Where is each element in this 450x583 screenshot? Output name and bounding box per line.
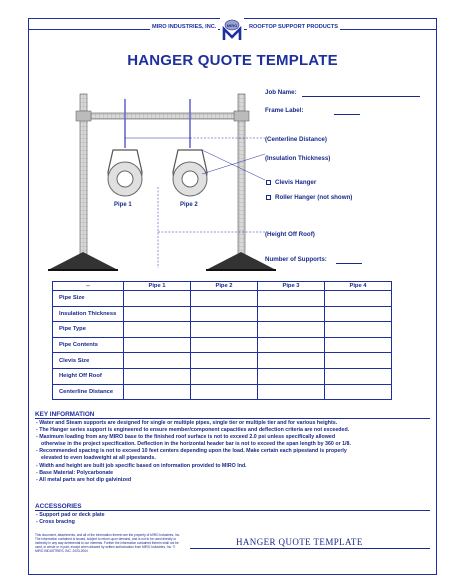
disclaimer: This document, attachments, and all of the information therein are the property of MIRO Industries, Inc. The information contained is issued, subject to return upon demand, and is not to be used directly or indirectly in any way detrimental to our interests. Further the information contained therein shall not be used, in whole or in part, except when allowed by written authorization from MIRO Industries, Inc. © MIRO INDUSTRIES, INC. 2003-2004 xyxy=(35,533,181,554)
column-header: Pipe 3 xyxy=(258,282,325,291)
table-cell[interactable] xyxy=(124,384,191,400)
clevis-hanger-label: Clevis Hanger xyxy=(275,179,317,186)
clevis-leader xyxy=(202,150,265,180)
row-label: Centerline Distance xyxy=(53,384,124,400)
table-cell[interactable] xyxy=(258,291,325,307)
table-cell[interactable] xyxy=(258,306,325,322)
table-cell[interactable] xyxy=(191,384,258,400)
row-label: Pipe Contents xyxy=(53,337,124,353)
miro-logo xyxy=(220,18,244,42)
table-cell[interactable] xyxy=(258,353,325,369)
list-item: - Cross bracing xyxy=(36,519,75,526)
footer-rule xyxy=(190,548,430,549)
table-cell[interactable] xyxy=(191,337,258,353)
table-cell[interactable] xyxy=(325,384,392,400)
table-cell[interactable] xyxy=(325,368,392,384)
table-cell[interactable] xyxy=(325,337,392,353)
table-cell[interactable] xyxy=(124,353,191,369)
pipe2-label: Pipe 2 xyxy=(180,202,198,208)
table-cell[interactable] xyxy=(258,337,325,353)
table-cell[interactable] xyxy=(191,353,258,369)
table-header-row xyxy=(53,282,392,291)
pipe2-assembly xyxy=(173,150,207,196)
list-item: - Water and Steam supports are designed for single or multiple pipes, single tier or multiple tier and for various heights. xyxy=(36,420,338,426)
list-item: - Base Material: Polycarbonate xyxy=(36,469,114,476)
list-item: - Width and height are built job specific based on information provided to MIRO Ind. xyxy=(36,462,247,469)
hanger-diagram xyxy=(40,82,360,282)
table-row xyxy=(53,384,392,400)
table-cell[interactable] xyxy=(258,322,325,338)
table-row xyxy=(53,368,392,384)
table-cell[interactable] xyxy=(124,337,191,353)
list-item: elevated to even loadweight at all pipestands. xyxy=(41,455,156,462)
table-cell[interactable] xyxy=(124,368,191,384)
key-info-list xyxy=(36,420,431,484)
table-row xyxy=(53,353,392,369)
table-cell[interactable] xyxy=(325,306,392,322)
table-cell[interactable] xyxy=(325,322,392,338)
table-row xyxy=(53,337,392,353)
column-header: Pipe 1 xyxy=(124,282,191,291)
table-cell[interactable] xyxy=(124,306,191,322)
centerline-distance-label: (Centerline Distance) xyxy=(265,136,327,143)
key-info-rule xyxy=(35,418,430,419)
table-cell[interactable] xyxy=(325,353,392,369)
key-info-heading: KEY INFORMATION xyxy=(35,411,95,418)
row-label: Clevis Size xyxy=(53,353,124,369)
number-of-supports-label: Number of Supports: xyxy=(265,256,327,263)
table-cell[interactable] xyxy=(191,291,258,307)
table-corner: -- xyxy=(53,282,124,291)
row-label: Pipe Size xyxy=(53,291,124,307)
frame-label-label: Frame Label: xyxy=(265,107,304,114)
list-item: - Maximum loading from any MIRO base to the finished roof surface is not to exceed 2.0 psi unless specifically allowed xyxy=(36,434,336,441)
table-cell[interactable] xyxy=(124,322,191,338)
table-row xyxy=(53,322,392,338)
list-item: - All metal parts are hot dip galvinized xyxy=(36,476,132,483)
right-clamp xyxy=(234,111,249,121)
pipe1-assembly xyxy=(108,150,142,196)
page-title: HANGER QUOTE TEMPLATE xyxy=(127,52,338,69)
table-cell[interactable] xyxy=(124,291,191,307)
footer-title: HANGER QUOTE TEMPLATE xyxy=(236,537,363,547)
accessories-heading: ACCESSORIES xyxy=(35,503,82,510)
row-label: Insulation Thickness xyxy=(53,306,124,322)
column-header: Pipe 2 xyxy=(191,282,258,291)
product-line: ROOFTOP SUPPORT PRODUCTS xyxy=(249,24,338,30)
column-header: Pipe 4 xyxy=(325,282,392,291)
pipe1-label: Pipe 1 xyxy=(114,202,132,208)
list-item: - Recommended spacing is not to exceed 10 feet centers depending upon the load. Make certain each pipestand is properly xyxy=(36,448,347,455)
left-clamp xyxy=(76,111,91,121)
list-item: otherwise in the project specification. Deflection in the horizontal header bar is not to exceed the span length by 360 or 1/8. xyxy=(41,441,351,448)
right-base xyxy=(206,252,276,270)
table-cell[interactable] xyxy=(191,306,258,322)
left-base xyxy=(48,252,118,270)
insulation-thickness-label: (Insulation Thickness) xyxy=(265,155,331,162)
height-off-roof-label: (Height Off Roof) xyxy=(265,231,315,238)
table-cell[interactable] xyxy=(258,368,325,384)
roller-hanger-label: Roller Hanger (not shown) xyxy=(275,194,353,201)
table-cell[interactable] xyxy=(191,322,258,338)
table-cell[interactable] xyxy=(191,368,258,384)
table-row xyxy=(53,291,392,307)
company-name: MIRO INDUSTRIES, INC. xyxy=(152,24,217,30)
logo-text: MIRO xyxy=(226,23,238,28)
table-row xyxy=(53,306,392,322)
row-label: Height Off Roof xyxy=(53,368,124,384)
header-bar xyxy=(84,113,242,119)
accessories-rule xyxy=(35,510,430,511)
table-cell[interactable] xyxy=(258,384,325,400)
quote-table xyxy=(52,281,392,400)
job-name-label: Job Name: xyxy=(265,89,297,96)
row-label: Pipe Type xyxy=(53,322,124,338)
accessories-list xyxy=(36,512,431,526)
table-cell[interactable] xyxy=(325,291,392,307)
list-item: - Support pad or deck plate xyxy=(36,512,105,518)
list-item: - The Hanger series support is engineered to ensure member/component capacities and deflection criteria are not exceeded. xyxy=(36,427,350,434)
insulation-leader xyxy=(202,154,265,174)
